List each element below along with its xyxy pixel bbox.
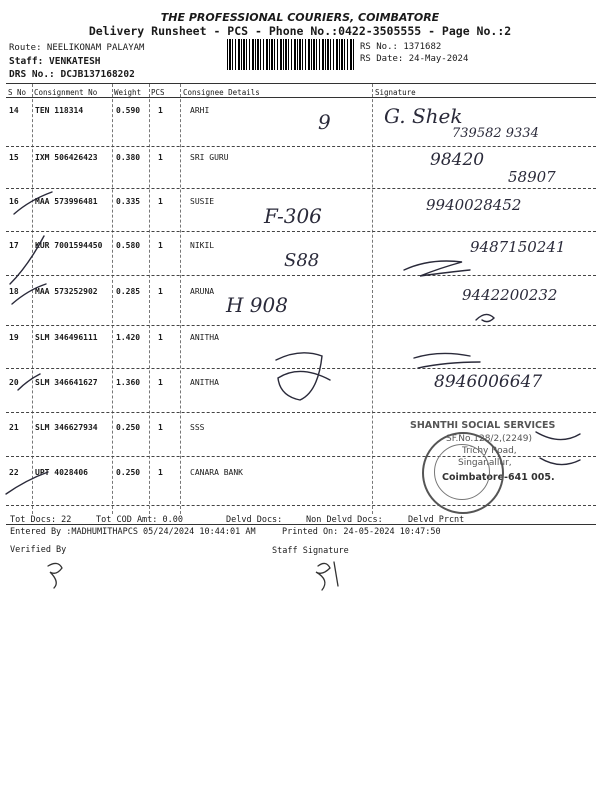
verified-by-label: Verified By — [10, 545, 67, 555]
row-consignee: SUSIE — [190, 197, 215, 206]
row-weight: 0.380 — [116, 153, 141, 162]
row-pcs: 1 — [158, 197, 163, 206]
printed-on: Printed On: 24-05-2024 10:47:50 — [282, 527, 441, 537]
staff-signature-label: Staff Signature — [272, 546, 349, 556]
row-pcs: 1 — [158, 333, 163, 342]
row-weight: 0.285 — [116, 287, 141, 296]
handwritten-phone: 58907 — [508, 168, 556, 186]
handwritten-note: H 908 — [226, 293, 288, 317]
col-consignee-header: Consignee Details — [183, 88, 260, 97]
row-weight: 0.250 — [116, 468, 141, 477]
staff-signature — [316, 562, 338, 590]
row-pcs: 1 — [158, 106, 163, 115]
row-consignee: SSS — [190, 423, 205, 432]
col-weight-header: Weight — [114, 88, 142, 97]
col-pcs-header: PCS — [151, 88, 165, 97]
staff-label: Staff: VENKATESH — [9, 56, 101, 67]
handwritten-phone: 739582 9334 — [452, 126, 539, 141]
delivered-docs: Delvd Docs: — [226, 515, 283, 525]
row-consignee: SRI GURU — [190, 153, 229, 162]
col-consignment-header: Consignment No — [34, 88, 98, 97]
row-sno: 22 — [9, 468, 19, 477]
row-consignment: SLM 346496111 — [35, 333, 98, 342]
company-name: THE PROFESSIONAL COURIERS, COIMBATORE — [160, 11, 440, 24]
row-pcs: 1 — [158, 241, 163, 250]
total-cod: Tot COD Amt: 0.00 — [96, 515, 183, 525]
row-weight: 1.360 — [116, 378, 141, 387]
row-pcs: 1 — [158, 287, 163, 296]
row-weight: 0.250 — [116, 423, 141, 432]
row-pcs: 1 — [158, 153, 163, 162]
row-consignment: IXM 506426423 — [35, 153, 98, 162]
entered-by: Entered By :MADHUMITHAPCS 05/24/2024 10:44:01 AM — [10, 527, 256, 537]
row-consignee: CANARA BANK — [190, 468, 243, 477]
total-docs: Tot Docs: 22 — [10, 515, 72, 525]
row-consignment: TEN 118314 — [35, 106, 84, 115]
handwritten-phone: 8946006647 — [434, 372, 543, 392]
document-title: Delivery Runsheet - PCS - Phone No.:0422-3505555 - Page No.:2 — [88, 24, 512, 38]
verifier-signature — [48, 563, 62, 588]
row-sno: 18 — [9, 287, 19, 296]
row-pcs: 1 — [158, 468, 163, 477]
handwritten-phone: 9487150241 — [470, 238, 566, 256]
handwritten-phone: 9940028452 — [426, 196, 522, 214]
row-sno: 17 — [9, 241, 19, 250]
stamp-address-4: Coimbatore-641 005. — [442, 472, 555, 483]
stamp-address-2: Trichy Road, — [462, 446, 517, 456]
row-consignment: KUR 7001594450 — [35, 241, 103, 250]
rs-date: RS Date: 24-May-2024 — [360, 54, 469, 64]
non-delivered-docs: Non Delvd Docs: — [306, 515, 383, 525]
row-sno: 20 — [9, 378, 19, 387]
row-weight: 1.420 — [116, 333, 141, 342]
row-pcs: 1 — [158, 423, 163, 432]
col-sno-header: S No — [8, 88, 27, 97]
row-weight: 0.580 — [116, 241, 141, 250]
drs-number: DRS No.: DCJB137168202 — [9, 69, 135, 80]
row-pcs: 1 — [158, 378, 163, 387]
row-sno: 16 — [9, 197, 19, 206]
row-consignee: ANITHA — [190, 378, 219, 387]
rs-number: RS No.: 1371682 — [360, 42, 442, 52]
handwritten-note: S88 — [284, 250, 320, 271]
handwritten-note: F-306 — [264, 204, 322, 228]
row-consignment: UPT 4028406 — [35, 468, 88, 477]
row-consignment: MAA 573252902 — [35, 287, 98, 296]
row-consignment: SLM 346641627 — [35, 378, 98, 387]
row-consignee: ARHI — [190, 106, 210, 115]
handwritten-signature-text: G. Shek — [384, 104, 463, 128]
row-consignment: MAA 573996481 — [35, 197, 98, 206]
row-sno: 21 — [9, 423, 19, 432]
row-consignee: NIKIL — [190, 241, 215, 250]
stamp-address-1: SF.No.128/2,(2249) — [446, 434, 532, 444]
col-signature-header: Signature — [375, 88, 416, 97]
row-sno: 14 — [9, 106, 19, 115]
route-label: Route: NEELIKONAM PALAYAM — [9, 43, 145, 53]
row-consignee: ARUNA — [190, 287, 215, 296]
delivered-percent: Delvd Prcnt — [408, 515, 465, 525]
row-weight: 0.335 — [116, 197, 141, 206]
handwritten-phone: 9442200232 — [462, 286, 558, 304]
row-weight: 0.590 — [116, 106, 141, 115]
stamp-org: SHANTHI SOCIAL SERVICES — [410, 420, 556, 431]
row-consignee: ANITHA — [190, 333, 219, 342]
row-sno: 19 — [9, 333, 19, 342]
handwritten-note: 9 — [318, 110, 331, 134]
row-consignment: SLM 346627934 — [35, 423, 98, 432]
stamp-address-3: Singanallur, — [458, 458, 512, 468]
row-sno: 15 — [9, 153, 19, 162]
handwritten-signature-text: 98420 — [430, 150, 485, 170]
